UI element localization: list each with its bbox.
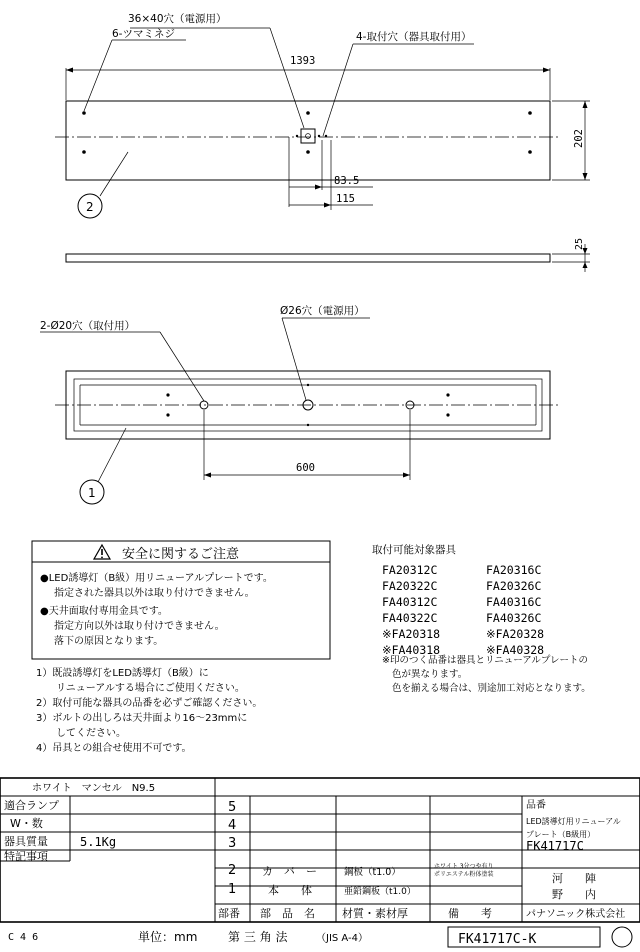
part-1-number: 1 — [88, 486, 96, 500]
finish-spec: ホワイト マンセル N9.5 — [32, 783, 156, 794]
svg-text:FA20316C: FA20316C — [486, 563, 542, 577]
lamp-label: 適合ランプ — [4, 799, 59, 812]
compatible-right-list — [486, 563, 544, 657]
compatible-note: ※印のつく品番は器具とリニューアルプレートの — [382, 655, 589, 666]
compatible-note: 色を揃える場合は、別途加工対応となります。 — [392, 683, 591, 694]
row2-part: カ バ ー — [262, 865, 317, 878]
checker: 野 内 — [552, 888, 596, 901]
dim-115: 115 — [336, 193, 355, 205]
product-name: プレート（B級用） — [526, 830, 596, 839]
col-material: 材質・素材厚 — [342, 907, 408, 920]
side-view — [66, 244, 590, 272]
row-number: 5 — [228, 800, 237, 815]
svg-text:※FA40328: ※FA40328 — [486, 643, 545, 657]
dim-83-5: 83.5 — [334, 175, 360, 187]
label-mount-hole: 4-取付穴（器具取付用） — [356, 31, 472, 43]
label-outlet-hole: 36×40穴（電源用） — [128, 13, 227, 25]
svg-text:※FA20328: ※FA20328 — [486, 627, 545, 641]
watt-label: W・数 — [10, 817, 43, 830]
company-name: パナソニック株式会社 — [526, 909, 626, 920]
safety-line: ●LED誘導灯（B級）用リニューアルプレートです。 — [40, 573, 273, 584]
svg-text:FA20322C: FA20322C — [382, 579, 438, 593]
top-view — [55, 28, 590, 218]
col-number: 部番 — [218, 907, 240, 920]
outlet-hole — [301, 129, 315, 143]
product-name: LED誘導灯用リニューアル — [526, 817, 621, 826]
row-number: 3 — [228, 836, 237, 851]
usage-note: 3）ボルトの出しろは天井面より16～23mmに — [36, 713, 248, 724]
safety-title: 安全に関するご注意 — [122, 547, 240, 562]
dim-height: 25 — [574, 237, 585, 250]
checker: 河 陣 — [552, 872, 596, 885]
dim-length: 1393 — [290, 55, 316, 67]
knob-screws — [82, 111, 532, 154]
projection-label: 第 三 角 法 — [228, 930, 288, 944]
product-code: FK41717C — [526, 839, 584, 853]
svg-text:※FA20318: ※FA20318 — [382, 627, 441, 641]
row2-remarks: ホワイト 3分つや有りポリエステル粉体塗装 — [434, 863, 494, 878]
svg-text:FA40322C: FA40322C — [382, 611, 438, 625]
mass-value: 5.1Kg — [80, 835, 117, 849]
label-power-hole: Ø26穴（電源用） — [280, 305, 365, 317]
label-mount-holes: 2-Ø20穴（取付用） — [40, 320, 136, 332]
label-knob-screw: 6-ツマミネジ — [112, 28, 175, 40]
svg-text:FA20312C: FA20312C — [382, 563, 438, 577]
safety-line: 落下の原因となります。 — [54, 636, 164, 647]
svg-text:FA40316C: FA40316C — [486, 595, 542, 609]
col-remarks: 備 考 — [448, 907, 492, 920]
notes-label: 特記事項 — [4, 850, 48, 863]
row-number: 4 — [228, 818, 237, 833]
row-number: 1 — [228, 882, 237, 897]
revision-circle — [612, 927, 632, 947]
compatible-title: 取付可能対象器具 — [372, 544, 456, 556]
svg-text:FA20326C: FA20326C — [486, 579, 542, 593]
standard-label: （JIS A-4） — [316, 933, 369, 944]
usage-note: 1）既設誘導灯をLED誘導灯（B級）に — [36, 668, 209, 679]
row2-material: 鋼板（t1.0） — [344, 867, 401, 878]
col-part: 部 品 名 — [260, 907, 315, 920]
usage-note: 2）取付可能な器具の品番を必ずご確認ください。 — [36, 698, 263, 709]
part-2-number: 2 — [86, 200, 94, 214]
safety-line: ●天井面取付専用金具です。 — [40, 606, 168, 617]
mass-label: 器具質量 — [4, 835, 48, 848]
safety-line: 指定方向以外は取り付けできません。 — [54, 621, 225, 632]
safety-line: 指定された器具以外は取り付けできません。 — [54, 588, 255, 599]
product-label: 品番 — [526, 800, 546, 811]
usage-note: リニューアルする場合にご使用ください。 — [56, 683, 245, 694]
svg-text:※FA40318: ※FA40318 — [382, 643, 441, 657]
page-code: C 4 6 — [8, 932, 39, 943]
unit-label: 単位：mm — [138, 930, 198, 944]
svg-text:FA40312C: FA40312C — [382, 595, 438, 609]
usage-note: してください。 — [56, 728, 126, 739]
row1-material: 亜鉛鋼板（t1.0） — [344, 887, 416, 897]
compatible-left-list — [382, 563, 440, 657]
plate-view — [40, 318, 560, 504]
usage-note: 4）吊具との組合せ使用不可です。 — [36, 743, 192, 754]
row1-part: 本 体 — [268, 884, 312, 897]
dim-600: 600 — [296, 462, 315, 474]
drawing-number: FK41717C-K — [458, 932, 537, 947]
compatible-note: 色が異なります。 — [392, 669, 468, 680]
svg-text:FA40326C: FA40326C — [486, 611, 542, 625]
dim-width: 202 — [573, 129, 585, 148]
row-number: 2 — [228, 863, 237, 878]
